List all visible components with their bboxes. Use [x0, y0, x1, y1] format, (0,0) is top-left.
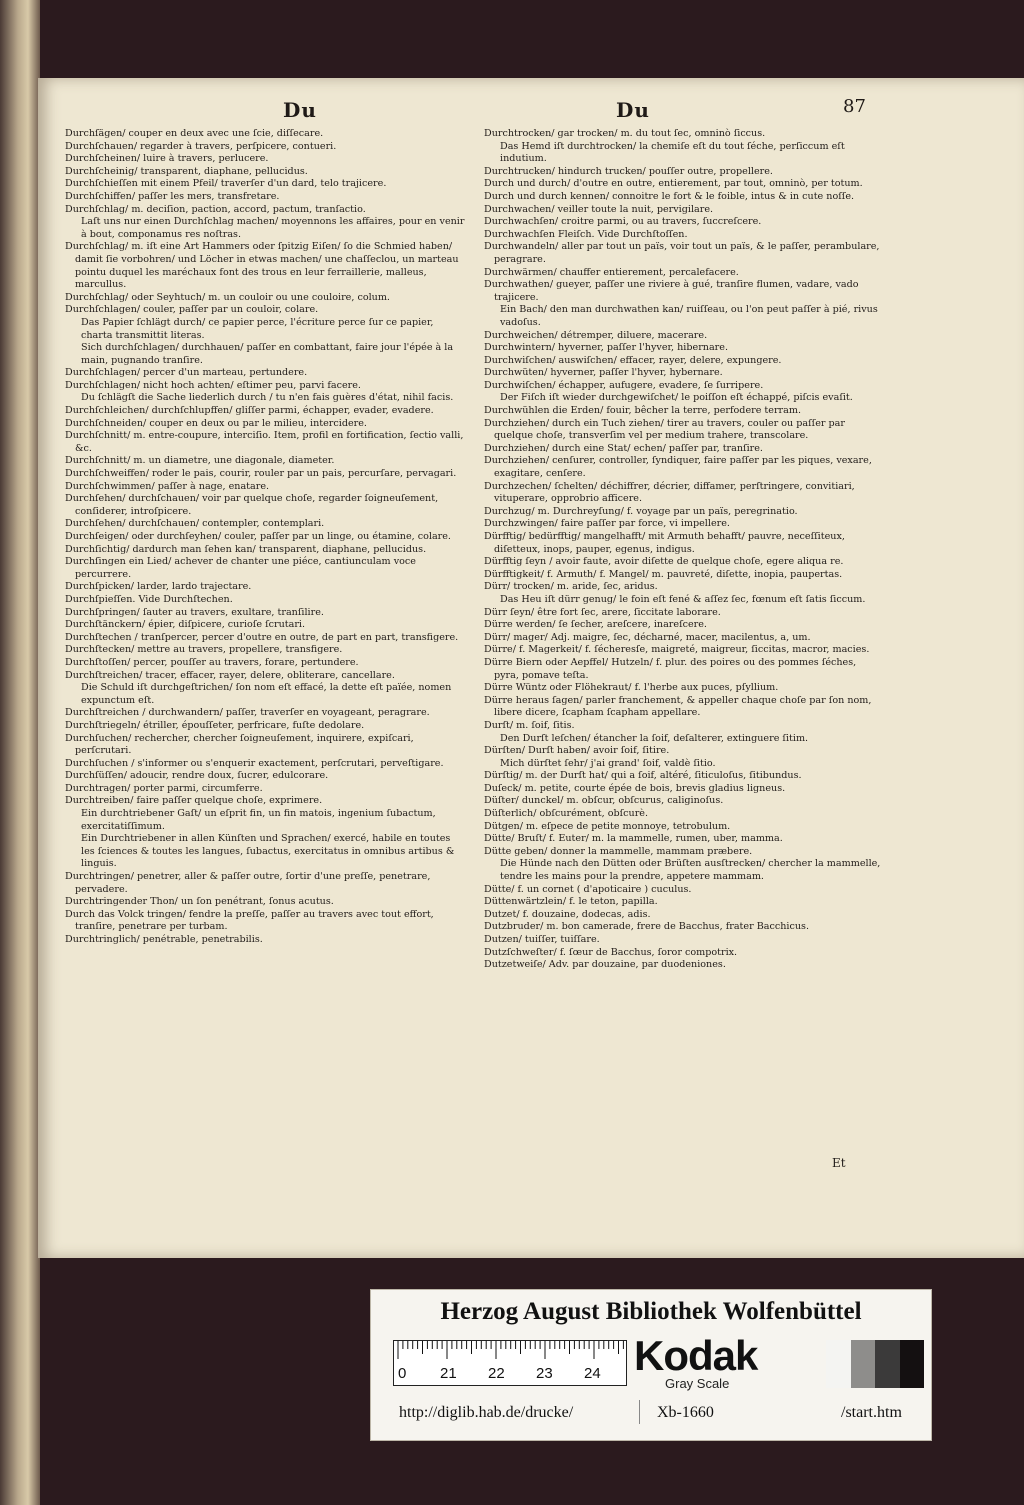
dictionary-entry: Dutzet/ f. douzaine, dodecas, adis.	[484, 908, 651, 920]
dictionary-entry: Durchſchlag/ m. iſt eine Art Hammers oder ſpitzig Eiſen/ ſo die Schmied haben/ damit ſie vorbohren/ und Löcher in etwas machen/ une chaſſeclou, un marteau pointu duquel les maréchaux font des trous en leur ferraillerie, malleus, marcullus.	[65, 241, 459, 291]
dictionary-entry: Durchwintern/ hyverner, paſſer l'hyver, hibernare.	[484, 342, 728, 354]
dictionary-entry: Düſter/ dunckel/ m. obſcur, obſcurus, caliginoſus.	[484, 795, 724, 807]
dictionary-entry: Dürr/ mager/ Adj. maigre, ſec, décharné, macer, macilentus, a, um.	[484, 631, 811, 643]
dictionary-entry: Durchſchnitt/ m. entre-coupure, interciſio. Item, profil en fortification, ſectio valli, &c.	[65, 430, 464, 454]
ruler-number: 0	[398, 1365, 407, 1382]
dictionary-entry: Dürr/ trocken/ m. aride, ſec, aridus.	[484, 581, 658, 593]
dictionary-entry: Dürfftig ſeyn / avoir faute, avoir diſette de quelque choſe, egere aliqua re.	[484, 556, 844, 568]
ruler-number: 24	[584, 1365, 601, 1382]
dictionary-entry: Durchſchlag/ oder Seyhtuch/ m. un couloir ou une couloire, colum.	[65, 291, 390, 303]
source-url: http://diglib.hab.de/drucke/	[399, 1404, 574, 1421]
dictionary-entry: Durchſchlagen/ percer d'un marteau, pertundere.	[65, 367, 308, 379]
dictionary-entry: Durchtrucken/ hindurch trucken/ pouſſer outre, propellere.	[484, 165, 773, 177]
dictionary-entry: Dutzbruder/ m. bon camerade, frere de Bacchus, frater Bacchicus.	[484, 921, 810, 933]
dictionary-entry: Durchtrocken/ gar trocken/ m. du tout ſec, omninò ſiccus.	[484, 128, 766, 139]
gray-swatch	[851, 1340, 876, 1388]
dictionary-entry: Dürre Wüntz oder Flöhekraut/ f. l'herbe aux puces, pſyllium.	[484, 682, 779, 694]
dictionary-entry: Durchſchwimmen/ paſſer à nage, enatare.	[65, 480, 270, 492]
dictionary-entry: Durchwühlen die Erden/ fouir, bêcher la terre, perfodere terram.	[484, 405, 802, 417]
ruler-number: 22	[488, 1365, 505, 1382]
dictionary-entry: Durchſüſſen/ adoucir, rendre doux, ſucrer, edulcorare.	[65, 770, 329, 782]
running-head-left: Du	[283, 98, 317, 122]
dictionary-entry: Durchſtoſſen/ percer, pouſſer au travers, forare, pertundere.	[65, 656, 359, 668]
dictionary-entry: Durchſpieſſen. Vide Durchſtechen.	[65, 593, 233, 605]
dictionary-entry: Dürfftigkeit/ f. Armuth/ f. Mangel/ m. pauvreté, diſette, inopia, paupertas.	[484, 568, 843, 580]
dictionary-entry: Sich durchſchlagen/ durchhauen/ paſſer en combattant, faire jour l'épée à la main, pugnando tranſire.	[81, 342, 454, 366]
dictionary-entry: Durchſpicken/ larder, lardo trajectare.	[65, 581, 252, 593]
dictionary-entry: Durchtringlich/ penétrable, penetrabilis.	[65, 934, 263, 945]
dictionary-entry: Durchſtecken/ mettre au travers, propellere, transfigere.	[65, 644, 343, 656]
dictionary-entry: Dürre werden/ ſe ſecher, areſcere, inareſcere.	[484, 619, 707, 631]
dictionary-entry: Du ſchlägſt die Sache liederlich durch / tu n'en fais guères d'état, nihil facis.	[81, 392, 454, 404]
dictionary-entry: Dutzſchweſter/ f. ſœur de Bacchus, ſoror compotrix.	[484, 946, 738, 958]
gray-swatch	[826, 1340, 851, 1388]
dictionary-entry: Durchſcheinig/ transparent, diaphane, pellucidus.	[65, 165, 308, 177]
ruler-numbers	[394, 1365, 626, 1383]
ruler-number: 23	[536, 1365, 553, 1382]
dictionary-entry: Durchſtreichen/ tracer, effacer, rayer, delere, obliterare, cancellare.	[65, 669, 395, 681]
dictionary-entry: Durchwachen/ veiller toute la nuit, pervigilare.	[484, 203, 714, 215]
dictionary-entry: Durchwachſen Fleiſch. Vide Durchſtoſſen.	[484, 228, 688, 240]
dictionary-entry: Durchwachſen/ croitre parmi, ou au travers, ſuccreſcere.	[484, 216, 762, 228]
gray-swatch	[900, 1340, 925, 1388]
dictionary-entry: Durchwüten/ hyverner, paſſer l'hyver, hybernare.	[484, 367, 723, 379]
dictionary-entry: Ein Durchtriebener in allen Künſten und Sprachen/ exercé, habile en toutes les ſciences & toutes les langues, ſubactus, exercitatus in omnibus artibus & linguis.	[81, 833, 455, 870]
dictionary-entry: Durchſchlag/ m. deciſion, paction, accord, pactum, tranſactio.	[65, 203, 366, 215]
dictionary-entry: Durchtragen/ porter parmi, circumferre.	[65, 782, 263, 794]
dictionary-entry: Durchſtänckern/ épier, diſpicere, curioſe ſcrutari.	[65, 619, 306, 631]
dictionary-entry: Dürre/ f. Magerkeit/ f. ſécheresſe, maigreté, maigreur, ſiccitas, macror, macies.	[484, 644, 870, 656]
dictionary-entry: Durchſchlagen/ nicht hoch achten/ eſtimer peu, parvi facere.	[65, 379, 361, 391]
dictionary-entry: Durchzwingen/ faire paſſer par force, vi impellere.	[484, 518, 730, 530]
left-column	[65, 128, 465, 947]
dictionary-entry: Durchſchiffen/ paſſer les mers, transfretare.	[65, 190, 280, 202]
dictionary-entry: Das Papier ſchlägt durch/ ce papier perce, l'écriture perce ſur ce papier, charta transmittit literas.	[81, 316, 434, 341]
dictionary-entry: Durchwiſchen/ échapper, aufugere, evadere, ſe ſurripere.	[484, 379, 764, 391]
right-column	[484, 128, 884, 972]
dictionary-entry: Durſt/ m. ſoif, ſitis.	[484, 719, 575, 731]
catchword: Et	[832, 1156, 846, 1170]
dictionary-entry: Durchzechen/ ſchelten/ déchiffrer, décrier, diffamer, perſtringere, convitiari, vituperare, opprobrio afficere.	[484, 480, 855, 505]
dictionary-entry: Durchſtechen / tranſpercer, percer d'outre en outre, de part en part, transfigere.	[65, 631, 459, 643]
library-name: Herzog August Bibliothek Wolfenbüttel	[440, 1298, 862, 1325]
dictionary-entry: Durchſuchen/ rechercher, chercher ſoigneuſement, inquirere, expiſcari, perſcrutari.	[65, 732, 414, 757]
dictionary-entry: Dürre Biern oder Aepffel/ Hutzeln/ f. plur. des poires ou des pommes ſéches, pyra, pomave teſta.	[484, 656, 857, 681]
dictionary-entry: Durchſchnitt/ m. un diametre, une diagonale, diameter.	[65, 455, 335, 467]
dictionary-entry: Ein durchtriebener Gaſt/ un eſprit fin, un fin matois, ingenium ſubactum, exercitatiſſimum.	[81, 808, 436, 832]
dictionary-entry: Durchſpringen/ ſauter au travers, exultare, tranſilire.	[65, 606, 324, 618]
ruler	[393, 1340, 627, 1386]
gray-swatch	[875, 1340, 900, 1388]
dictionary-entry: Durchziehen/ durch eine Stat/ echen/ paſſer par, tranſire.	[484, 442, 763, 454]
dictionary-entry: Dürre heraus ſagen/ parler franchement, & appeller chaque choſe par ſon nom, libere dicere, ſcapham ſcapham appellare.	[484, 694, 872, 719]
gray-swatches	[826, 1340, 924, 1388]
start-path: /start.htm	[841, 1404, 902, 1421]
divider	[639, 1400, 640, 1424]
dictionary-entry: Dürfftig/ bedürfftig/ mangelhafft/ mit Armuth behafft/ pauvre, neceſſiteux, diſetteux, inops, pauper, egenus, indigus.	[484, 531, 845, 555]
dictionary-entry: Durchſchweiffen/ roder le pais, courir, rouler par un pais, percurſare, pervagari.	[65, 468, 457, 480]
dictionary-entry: Durch das Volck tringen/ fendre la preſſe, paſſer au travers avec tout effort, tranſire, penetrare per turbam.	[65, 908, 434, 933]
dictionary-entry: Durchſcheinen/ luire à travers, perlucere.	[65, 153, 269, 165]
dictionary-entry: Durchſehen/ durchſchauen/ voir par quelque choſe, regarder ſoigneuſement, conſiderer, introſpicere.	[65, 493, 439, 517]
dictionary-entry: Durchwandeln/ aller par tout un païs, voir tout un païs, & le paſſer, perambulare, peragrare.	[484, 241, 880, 265]
dictionary-entry: Durchſägen/ couper en deux avec une ſcie, diſſecare.	[65, 128, 324, 139]
dictionary-entry: Durchſtriegeln/ étriller, épouſſeter, perfricare, fuſte dedolare.	[65, 719, 365, 731]
kodak-logo: Kodak	[634, 1332, 758, 1379]
shelfmark: Xb-1660	[657, 1404, 714, 1421]
dictionary-entry: Dürr ſeyn/ être fort ſec, arere, ſiccitate laborare.	[484, 606, 721, 618]
dictionary-entry: Durchwärmen/ chauffer entierement, percalefacere.	[484, 266, 739, 278]
page-number: 87	[843, 96, 866, 117]
dictionary-entry: Dütte geben/ donner la mammelle, mammam præbere.	[484, 845, 753, 857]
dictionary-entry: Das Hemd iſt durchtrocken/ la chemiſe eſt du tout ſéche, perſiccum eſt indutium.	[500, 140, 845, 165]
dictionary-entry: Dürſten/ Durſt haben/ avoir ſoif, ſitire.	[484, 745, 670, 757]
dictionary-entry: Durchſeigen/ oder durchſeyhen/ couler, paſſer par un linge, ou étamine, colare.	[65, 531, 451, 542]
dictionary-entry: Durchſehen/ durchſchauen/ contempler, contemplari.	[65, 518, 325, 530]
dictionary-entry: Die Hünde nach den Dütten oder Brüſten ausſtrecken/ chercher la mammelle, tendre les mains pour la prendre, appetere mammam.	[500, 858, 881, 883]
dictionary-entry: Durchſuchen / s'informer ou s'enquerir exactement, perſcrutari, perveſtigare.	[65, 757, 444, 769]
dictionary-entry: Durch und durch kennen/ connoitre le fort & le foible, intus & in cute noſſe.	[484, 190, 855, 202]
dictionary-entry: Laſt uns nur einen Durchſchlag machen/ moyennons les affaires, pour en venir à bout, componamus res noſtras.	[81, 216, 465, 240]
dictionary-entry: Durchtringen/ penetrer, aller & paſſer outre, ſortir d'une preſſe, penetrare, pervadere.	[65, 871, 431, 895]
kodak-color-target	[370, 1289, 932, 1441]
dictionary-entry: Dürſtig/ m. der Durſt hat/ qui a ſoif, altéré, ſiticuloſus, ſitibundus.	[484, 770, 802, 782]
dictionary-entry: Dütgen/ m. eſpece de petite monnoye, tetrobulum.	[484, 820, 731, 832]
dictionary-entry: Durchſchneiden/ couper en deux ou par le milieu, intercidere.	[65, 417, 367, 429]
dictionary-entry: Durchſichtig/ dardurch man ſehen kan/ transparent, diaphane, pellucidus.	[65, 543, 427, 555]
dictionary-entry: Durchſingen ein Lied/ achever de chanter une piéce, cantiunculam voce percurrere.	[65, 556, 416, 580]
dictionary-entry: Durchſchleichen/ durchſchlupffen/ gliſſer parmi, échapper, evader, evadere.	[65, 405, 434, 417]
dictionary-entry: Durchwathen/ gueyer, paſſer une riviere à gué, tranſire flumen, vadare, vado trajicere.	[484, 279, 859, 303]
dictionary-entry: Durch und durch/ d'outre en outre, entierement, par tout, omninò, per totum.	[484, 178, 863, 190]
dictionary-entry: Ein Bach/ den man durchwathen kan/ ruiſſeau, ou l'on peut paſſer à pié, rivus vadoſus.	[500, 304, 878, 328]
dictionary-entry: Düſterlich/ obſcurément, obſcurè.	[484, 808, 649, 820]
dictionary-entry: Dutzen/ tuiſſer, tuiſſare.	[484, 934, 600, 945]
dictionary-entry: Mich dürſtet ſehr/ j'ai grand' ſoif, valdè ſitio.	[500, 757, 716, 769]
dictionary-entry: Durchziehen/ durch ein Tuch ziehen/ tirer au travers, couler ou paſſer par quelque choſe, transverſim vel per medium trahere, transcolare.	[484, 417, 845, 442]
dictionary-entry: Durchſtreichen / durchwandern/ paſſer, traverſer en voyageant, peragrare.	[65, 707, 430, 719]
dictionary-entry: Dütte/ Bruſt/ f. Euter/ m. la mammelle, rumen, uber, mamma.	[484, 833, 783, 845]
dictionary-entry: Düttenwärtzlein/ f. le teton, papilla.	[484, 896, 658, 908]
dictionary-entry: Durchſchlagen/ couler, paſſer par un couloir, colare.	[65, 304, 319, 316]
dictionary-entry: Durchzug/ m. Durchreyſung/ f. voyage par un païs, peregrinatio.	[484, 505, 798, 517]
ruler-number: 21	[440, 1365, 457, 1382]
dictionary-entry: Durchſchieſſen mit einem Pfeil/ traverſer d'un dard, telo trajicere.	[65, 178, 387, 190]
dictionary-entry: Durchſchauen/ regarder à travers, perſpicere, contueri.	[65, 140, 337, 152]
dictionary-entry: Duſeck/ m. petite, courte épée de bois, brevis gladius ligneus.	[484, 782, 786, 794]
dictionary-entry: Das Heu iſt dürr genug/ le foin eſt fené & aſſez ſec, fœnum eſt ſatis ſiccum.	[500, 593, 866, 605]
dictionary-entry: Durchziehen/ cenſurer, controller, ſyndiquer, faire paſſer par les piques, vexare, exagitare, cenſere.	[484, 455, 872, 480]
dictionary-entry: Durchweichen/ détremper, diluere, macerare.	[484, 329, 708, 341]
gray-scale-label: Gray Scale	[665, 1376, 730, 1391]
dictionary-entry: Den Durſt leſchen/ étancher la ſoif, deſalterer, extinguere ſitim.	[500, 732, 809, 744]
dictionary-entry: Dutzetweiſe/ Adv. par douzaine, par duodeniones.	[484, 959, 726, 971]
dictionary-entry: Die Schuld iſt durchgeſtrichen/ ſon nom eſt effacé, la dette eſt païée, nomen expunctum eſt.	[81, 682, 452, 706]
dictionary-entry: Der Fiſch iſt wieder durchgewiſchet/ le poiſſon eſt échappé, piſcis evaſit.	[500, 392, 853, 404]
dictionary-entry: Dütte/ f. un cornet ( d'apoticaire ) cuculus.	[484, 883, 692, 895]
dictionary-entry: Durchwiſchen/ auswiſchen/ effacer, rayer, delere, expungere.	[484, 354, 782, 366]
book-edge	[0, 0, 40, 1505]
ruler-ticks	[394, 1341, 626, 1361]
dictionary-entry: Durchtringender Thon/ un ſon penétrant, ſonus acutus.	[65, 896, 334, 908]
dictionary-entry: Durchtreiben/ faire paſſer quelque choſe, exprimere.	[65, 795, 323, 807]
running-head-right: Du	[616, 98, 650, 122]
